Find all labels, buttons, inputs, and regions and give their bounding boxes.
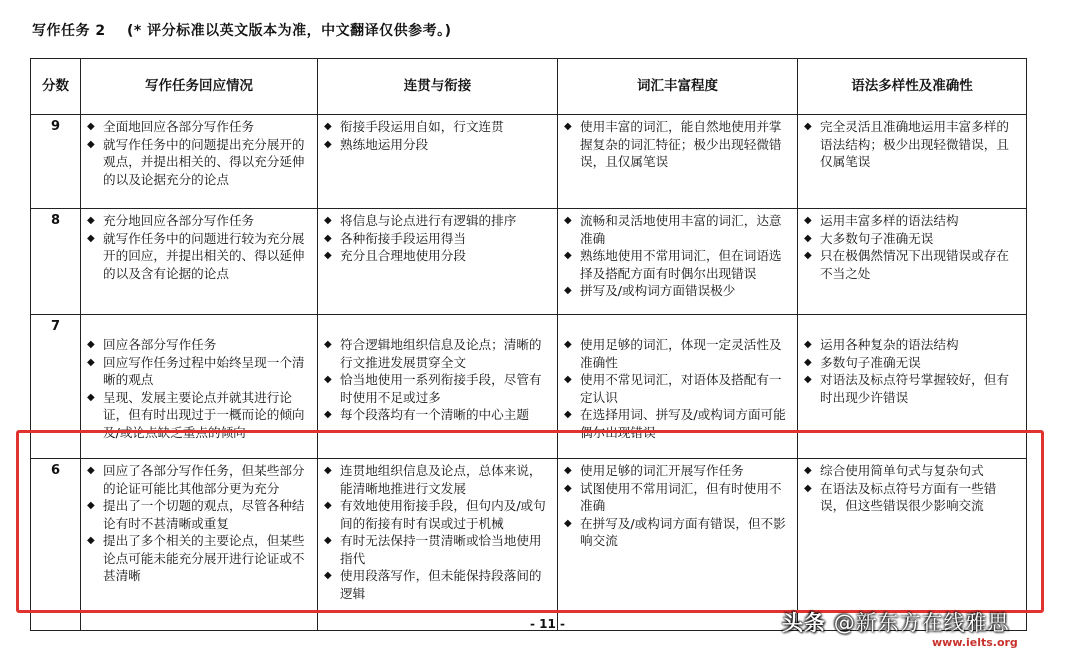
list-item: ◆ 熟练地运用分段 [324, 136, 551, 154]
list-item: ◆ 试图使用不常用词汇，但有时使用不准确 [564, 480, 791, 515]
cell-task-response [81, 209, 318, 315]
list-item: ◆ 使用段落写作，但未能保持段落间的逻辑 [324, 567, 551, 602]
list-item: ◆ 对语法及标点符号掌握较好，但有时出现少许错误 [804, 371, 1020, 406]
list-item: ◆ 运用各种复杂的语法结构 [804, 336, 1020, 354]
list-item: ◆ 在选择用词、拼写及/或构词方面可能偶尔出现错误 [564, 406, 791, 441]
cell-lexical [558, 315, 798, 459]
cell-coherence [318, 115, 558, 209]
source-site: www.ielts.org [932, 636, 1018, 649]
cell-lexical [558, 459, 798, 631]
list-item: ◆ 只在极偶然情况下出现错误或存在不当之处 [804, 247, 1020, 282]
list-item: ◆ 回应了各部分写作任务，但某些部分的论证可能比其他部分更为充分 [87, 462, 311, 497]
cell-grammar [798, 209, 1027, 315]
source-watermark [782, 607, 1010, 637]
cell-task-response [81, 115, 318, 209]
table-row-band-7 [31, 315, 1027, 459]
header-grammar: 语法多样性及准确性 [798, 59, 1027, 115]
list-item: ◆ 每个段落均有一个清晰的中心主题 [324, 406, 551, 424]
list-item: ◆ 提出了多个相关的主要论点，但某些论点可能未能充分展开进行论证或不甚清晰 [87, 532, 311, 585]
cell-lexical [558, 115, 798, 209]
list-item: ◆ 回应写作任务过程中始终呈现一个清晰的观点 [87, 354, 311, 389]
list-item: ◆ 使用足够的词汇开展写作任务 [564, 462, 791, 480]
band-descriptor-table [30, 58, 1027, 631]
list-item: ◆ 有时无法保持一贯清晰或恰当地使用指代 [324, 532, 551, 567]
page-number: - 11 - [530, 617, 566, 631]
list-item: ◆ 就写作任务中的问题进行较为充分展开的回应，并提出相关的、得以延伸的以及含有论据的论点 [87, 230, 311, 283]
list-item: ◆ 提出了一个切题的观点，尽管各种结论有时不甚清晰或重复 [87, 497, 311, 532]
list-item: ◆ 呈现、发展主要论点并就其进行论证，但有时出现过于一概而论的倾向及/或论点缺乏重点的倾向 [87, 389, 311, 442]
list-item: ◆ 使用丰富的词汇，能自然地使用并掌握复杂的词汇特征；极少出现轻微错误，且仅属笔误 [564, 118, 791, 171]
list-item: ◆ 将信息与论点进行有逻辑的排序 [324, 212, 551, 230]
header-row [31, 59, 1027, 115]
cell-grammar [798, 115, 1027, 209]
section-title: 写作任务 2 [32, 23, 106, 39]
cell-task-response [81, 459, 318, 631]
list-item: ◆ 使用足够的词汇，体现一定灵活性及准确性 [564, 336, 791, 371]
watermark-prefix: 头条 [782, 611, 826, 635]
list-item: ◆ 各种衔接手段运用得当 [324, 230, 551, 248]
list-item: ◆ 在拼写及/或构词方面有错误，但不影响交流 [564, 515, 791, 550]
header-task-response: 写作任务回应情况 [81, 59, 318, 115]
cell-coherence [318, 459, 558, 631]
cell-task-response [81, 315, 318, 459]
table-row-band-9 [31, 115, 1027, 209]
cell-coherence [318, 315, 558, 459]
list-item: ◆ 在语法及标点符号方面有一些错误，但这些错误很少影响交流 [804, 480, 1020, 515]
cell-coherence [318, 209, 558, 315]
cell-lexical [558, 209, 798, 315]
watermark-text: @新东方在线雅思 [833, 611, 1010, 635]
list-item: ◆ 恰当地使用一系列衔接手段，尽管有时使用不足或过多 [324, 371, 551, 406]
list-item: ◆ 衔接手段运用自如，行文连贯 [324, 118, 551, 136]
table-row-band-6 [31, 459, 1027, 631]
list-item: ◆ 回应各部分写作任务 [87, 336, 311, 354]
list-item: ◆ 多数句子准确无误 [804, 354, 1020, 372]
list-item: ◆ 全面地回应各部分写作任务 [87, 118, 311, 136]
band-score: 9 [31, 115, 81, 209]
list-item: ◆ 运用丰富多样的语法结构 [804, 212, 1020, 230]
cell-grammar [798, 315, 1027, 459]
list-item: ◆ 综合使用简单句式与复杂句式 [804, 462, 1020, 480]
list-item: ◆ 完全灵活且准确地运用丰富多样的语法结构；极少出现轻微错误，且仅属笔误 [804, 118, 1020, 171]
list-item: ◆ 拼写及/或构词方面错误极少 [564, 282, 791, 300]
header-band: 分数 [31, 59, 81, 115]
list-item: ◆ 充分且合理地使用分段 [324, 247, 551, 265]
list-item: ◆ 连贯地组织信息及论点，总体来说，能清晰地推进行文发展 [324, 462, 551, 497]
list-item: ◆ 就写作任务中的问题提出充分展开的观点，并提出相关的、得以充分延伸的以及论据充分的论点 [87, 136, 311, 189]
list-item: ◆ 流畅和灵活地使用丰富的词汇，达意准确 [564, 212, 791, 247]
list-item: ◆ 充分地回应各部分写作任务 [87, 212, 311, 230]
list-item: ◆ 符合逻辑地组织信息及论点；清晰的行文推进发展贯穿全文 [324, 336, 551, 371]
page-heading [32, 20, 452, 40]
translation-note: (* 评分标准以英文版本为准，中文翻译仅供参考。) [127, 23, 452, 39]
band-score: 7 [31, 315, 81, 459]
cell-grammar [798, 459, 1027, 631]
band-score: 6 [31, 459, 81, 631]
header-coherence: 连贯与衔接 [318, 59, 558, 115]
list-item: ◆ 熟练地使用不常用词汇，但在词语选择及搭配方面有时偶尔出现错误 [564, 247, 791, 282]
list-item: ◆ 大多数句子准确无误 [804, 230, 1020, 248]
list-item: ◆ 使用不常见词汇，对语体及搭配有一定认识 [564, 371, 791, 406]
band-score: 8 [31, 209, 81, 315]
header-lexical: 词汇丰富程度 [558, 59, 798, 115]
list-item: ◆ 有效地使用衔接手段，但句内及/或句间的衔接有时有误或过于机械 [324, 497, 551, 532]
table-row-band-8 [31, 209, 1027, 315]
